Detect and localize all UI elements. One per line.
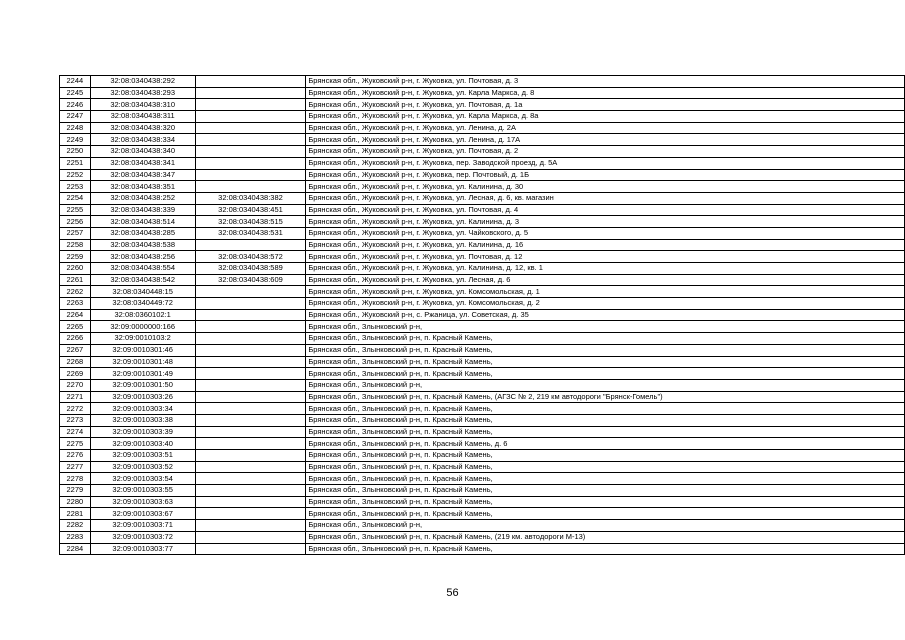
row-number-cell: 2249 xyxy=(60,134,91,146)
address-cell: Брянская обл., Злынковский р-н, п. Красный Камень, (219 км. автодороги М-13) xyxy=(306,531,905,543)
cadastral-number-cell: 32:09:0010303:72 xyxy=(90,531,195,543)
address-cell: Брянская обл., Жуковский р-н, г. Жуковка, ул. Калинина, д. 30 xyxy=(306,181,905,193)
table-row xyxy=(60,531,905,543)
linked-cadastral-number-cell xyxy=(195,543,306,555)
row-number-cell: 2248 xyxy=(60,122,91,134)
cadastral-number-cell: 32:09:0010303:54 xyxy=(90,473,195,485)
row-number-cell: 2281 xyxy=(60,508,91,520)
table-row xyxy=(60,286,905,298)
cadastral-number-cell: 32:08:0340438:351 xyxy=(90,181,195,193)
table-row xyxy=(60,368,905,380)
row-number-cell: 2283 xyxy=(60,531,91,543)
linked-cadastral-number-cell xyxy=(195,520,306,532)
row-number-cell: 2272 xyxy=(60,403,91,415)
row-number-cell: 2261 xyxy=(60,274,91,286)
row-number-cell: 2276 xyxy=(60,450,91,462)
cadastral-number-cell: 32:09:0010303:39 xyxy=(90,426,195,438)
linked-cadastral-number-cell xyxy=(195,438,306,450)
row-number-cell: 2244 xyxy=(60,76,91,88)
address-cell: Брянская обл., Жуковский р-н, с. Ржаница, ул. Советская, д. 35 xyxy=(306,309,905,321)
table-row xyxy=(60,169,905,181)
linked-cadastral-number-cell xyxy=(195,239,306,251)
cadastral-number-cell: 32:08:0340438:293 xyxy=(90,87,195,99)
row-number-cell: 2268 xyxy=(60,356,91,368)
address-cell: Брянская обл., Жуковский р-н, г. Жуковка, ул. Почтовая, д. 2 xyxy=(306,146,905,158)
table-row xyxy=(60,403,905,415)
row-number-cell: 2274 xyxy=(60,426,91,438)
address-cell: Брянская обл., Жуковский р-н, г. Жуковка, ул. Комсомольская, д. 1 xyxy=(306,286,905,298)
address-cell: Брянская обл., Злынковский р-н, xyxy=(306,379,905,391)
row-number-cell: 2262 xyxy=(60,286,91,298)
linked-cadastral-number-cell xyxy=(195,309,306,321)
row-number-cell: 2252 xyxy=(60,169,91,181)
row-number-cell: 2280 xyxy=(60,496,91,508)
row-number-cell: 2269 xyxy=(60,368,91,380)
linked-cadastral-number-cell xyxy=(195,87,306,99)
address-cell: Брянская обл., Жуковский р-н, г. Жуковка, ул. Лесная, д. 6 xyxy=(306,274,905,286)
linked-cadastral-number-cell xyxy=(195,496,306,508)
table-row xyxy=(60,461,905,473)
row-number-cell: 2267 xyxy=(60,344,91,356)
cadastral-number-cell: 32:08:0340438:341 xyxy=(90,157,195,169)
cadastral-number-cell: 32:08:0340438:320 xyxy=(90,122,195,134)
row-number-cell: 2250 xyxy=(60,146,91,158)
linked-cadastral-number-cell xyxy=(195,286,306,298)
table-row xyxy=(60,309,905,321)
table-row xyxy=(60,146,905,158)
table-row xyxy=(60,263,905,275)
row-number-cell: 2260 xyxy=(60,263,91,275)
cadastral-number-cell: 32:08:0340438:347 xyxy=(90,169,195,181)
linked-cadastral-number-cell xyxy=(195,298,306,310)
table-row xyxy=(60,543,905,555)
table-row xyxy=(60,333,905,345)
row-number-cell: 2270 xyxy=(60,379,91,391)
address-cell: Брянская обл., Злынковский р-н, xyxy=(306,321,905,333)
cadastral-number-cell: 32:09:0010303:26 xyxy=(90,391,195,403)
address-cell: Брянская обл., Злынковский р-н, п. Красный Камень, xyxy=(306,450,905,462)
linked-cadastral-number-cell xyxy=(195,181,306,193)
linked-cadastral-number-cell: 32:08:0340438:531 xyxy=(195,227,306,239)
linked-cadastral-number-cell: 32:08:0340438:589 xyxy=(195,263,306,275)
linked-cadastral-number-cell xyxy=(195,111,306,123)
row-number-cell: 2245 xyxy=(60,87,91,99)
address-cell: Брянская обл., Жуковский р-н, г. Жуковка, ул. Комсомольская, д. 2 xyxy=(306,298,905,310)
linked-cadastral-number-cell xyxy=(195,508,306,520)
row-number-cell: 2251 xyxy=(60,157,91,169)
table-row xyxy=(60,122,905,134)
linked-cadastral-number-cell xyxy=(195,122,306,134)
linked-cadastral-number-cell xyxy=(195,426,306,438)
linked-cadastral-number-cell xyxy=(195,391,306,403)
address-cell: Брянская обл., Злынковский р-н, п. Красный Камень, xyxy=(306,543,905,555)
registry-table-body xyxy=(60,76,905,555)
address-cell: Брянская обл., Жуковский р-н, г. Жуковка, ул. Калинина, д. 16 xyxy=(306,239,905,251)
row-number-cell: 2258 xyxy=(60,239,91,251)
cadastral-number-cell: 32:09:0000000:166 xyxy=(90,321,195,333)
row-number-cell: 2263 xyxy=(60,298,91,310)
address-cell: Брянская обл., Жуковский р-н, г. Жуковка, ул. Почтовая, д. 4 xyxy=(306,204,905,216)
table-row xyxy=(60,298,905,310)
linked-cadastral-number-cell: 32:08:0340438:572 xyxy=(195,251,306,263)
address-cell: Брянская обл., Жуковский р-н, г. Жуковка, ул. Почтовая, д. 12 xyxy=(306,251,905,263)
linked-cadastral-number-cell xyxy=(195,99,306,111)
table-row xyxy=(60,134,905,146)
table-row xyxy=(60,496,905,508)
address-cell: Брянская обл., Злынковский р-н, п. Красный Камень, xyxy=(306,485,905,497)
cadastral-number-cell: 32:09:0010301:50 xyxy=(90,379,195,391)
table-row xyxy=(60,520,905,532)
table-row xyxy=(60,204,905,216)
row-number-cell: 2246 xyxy=(60,99,91,111)
address-cell: Брянская обл., Злынковский р-н, п. Красный Камень, xyxy=(306,461,905,473)
address-cell: Брянская обл., Жуковский р-н, г. Жуковка, ул. Карла Маркса, д. 8 xyxy=(306,87,905,99)
cadastral-number-cell: 32:09:0010303:51 xyxy=(90,450,195,462)
cadastral-number-cell: 32:08:0340438:292 xyxy=(90,76,195,88)
address-cell: Брянская обл., Злынковский р-н, п. Красный Камень, xyxy=(306,344,905,356)
cadastral-number-cell: 32:09:0010303:40 xyxy=(90,438,195,450)
table-row xyxy=(60,344,905,356)
address-cell: Брянская обл., Жуковский р-н, г. Жуковка, ул. Ленина, д. 2А xyxy=(306,122,905,134)
cadastral-number-cell: 32:08:0340438:285 xyxy=(90,227,195,239)
cadastral-number-cell: 32:08:0340438:334 xyxy=(90,134,195,146)
row-number-cell: 2279 xyxy=(60,485,91,497)
table-row xyxy=(60,321,905,333)
row-number-cell: 2254 xyxy=(60,192,91,204)
address-cell: Брянская обл., Жуковский р-н, г. Жуковка, ул. Ленина, д. 17А xyxy=(306,134,905,146)
row-number-cell: 2247 xyxy=(60,111,91,123)
address-cell: Брянская обл., Жуковский р-н, г. Жуковка, ул. Почтовая, д. 1а xyxy=(306,99,905,111)
cadastral-number-cell: 32:09:0010103:2 xyxy=(90,333,195,345)
address-cell: Брянская обл., Злынковский р-н, п. Красный Камень, (АГЗС № 2, 219 км автодороги "Брянск-Гомель") xyxy=(306,391,905,403)
cadastral-number-cell: 32:08:0340438:538 xyxy=(90,239,195,251)
linked-cadastral-number-cell xyxy=(195,321,306,333)
linked-cadastral-number-cell xyxy=(195,414,306,426)
table-row xyxy=(60,227,905,239)
cadastral-number-cell: 32:09:0010303:71 xyxy=(90,520,195,532)
address-cell: Брянская обл., Злынковский р-н, xyxy=(306,520,905,532)
table-row xyxy=(60,181,905,193)
row-number-cell: 2256 xyxy=(60,216,91,228)
linked-cadastral-number-cell: 32:08:0340438:515 xyxy=(195,216,306,228)
linked-cadastral-number-cell xyxy=(195,333,306,345)
row-number-cell: 2257 xyxy=(60,227,91,239)
table-row xyxy=(60,508,905,520)
row-number-cell: 2255 xyxy=(60,204,91,216)
cadastral-number-cell: 32:08:0340438:554 xyxy=(90,263,195,275)
linked-cadastral-number-cell xyxy=(195,134,306,146)
address-cell: Брянская обл., Злынковский р-н, п. Красный Камень, xyxy=(306,333,905,345)
table-row xyxy=(60,239,905,251)
cadastral-number-cell: 32:08:0340438:339 xyxy=(90,204,195,216)
address-cell: Брянская обл., Злынковский р-н, п. Красный Камень, xyxy=(306,496,905,508)
linked-cadastral-number-cell xyxy=(195,403,306,415)
linked-cadastral-number-cell xyxy=(195,76,306,88)
address-cell: Брянская обл., Злынковский р-н, п. Красный Камень, xyxy=(306,403,905,415)
address-cell: Брянская обл., Жуковский р-н, г. Жуковка, ул. Карла Маркса, д. 8а xyxy=(306,111,905,123)
cadastral-number-cell: 32:08:0340438:542 xyxy=(90,274,195,286)
table-row xyxy=(60,391,905,403)
registry-table xyxy=(59,75,905,555)
row-number-cell: 2253 xyxy=(60,181,91,193)
row-number-cell: 2259 xyxy=(60,251,91,263)
table-row xyxy=(60,274,905,286)
address-cell: Брянская обл., Злынковский р-н, п. Красный Камень, д. 6 xyxy=(306,438,905,450)
row-number-cell: 2266 xyxy=(60,333,91,345)
address-cell: Брянская обл., Злынковский р-н, п. Красный Камень, xyxy=(306,356,905,368)
linked-cadastral-number-cell xyxy=(195,169,306,181)
linked-cadastral-number-cell xyxy=(195,461,306,473)
linked-cadastral-number-cell xyxy=(195,485,306,497)
table-row xyxy=(60,87,905,99)
address-cell: Брянская обл., Жуковский р-н, г. Жуковка, ул. Чайковского, д. 5 xyxy=(306,227,905,239)
table-row xyxy=(60,473,905,485)
table-row xyxy=(60,356,905,368)
linked-cadastral-number-cell xyxy=(195,356,306,368)
linked-cadastral-number-cell xyxy=(195,368,306,380)
address-cell: Брянская обл., Злынковский р-н, п. Красный Камень, xyxy=(306,508,905,520)
row-number-cell: 2275 xyxy=(60,438,91,450)
address-cell: Брянская обл., Жуковский р-н, г. Жуковка, ул. Калинина, д. 12, кв. 1 xyxy=(306,263,905,275)
linked-cadastral-number-cell xyxy=(195,344,306,356)
cadastral-number-cell: 32:09:0010301:46 xyxy=(90,344,195,356)
table-row xyxy=(60,485,905,497)
row-number-cell: 2278 xyxy=(60,473,91,485)
table-row xyxy=(60,251,905,263)
table-row xyxy=(60,426,905,438)
table-row xyxy=(60,157,905,169)
table-row xyxy=(60,450,905,462)
row-number-cell: 2277 xyxy=(60,461,91,473)
cadastral-number-cell: 32:09:0010301:49 xyxy=(90,368,195,380)
linked-cadastral-number-cell: 32:08:0340438:451 xyxy=(195,204,306,216)
linked-cadastral-number-cell: 32:08:0340438:609 xyxy=(195,274,306,286)
linked-cadastral-number-cell xyxy=(195,450,306,462)
row-number-cell: 2273 xyxy=(60,414,91,426)
linked-cadastral-number-cell xyxy=(195,531,306,543)
row-number-cell: 2271 xyxy=(60,391,91,403)
row-number-cell: 2282 xyxy=(60,520,91,532)
cadastral-number-cell: 32:08:0340438:340 xyxy=(90,146,195,158)
address-cell: Брянская обл., Жуковский р-н, г. Жуковка, ул. Калинина, д. 3 xyxy=(306,216,905,228)
linked-cadastral-number-cell xyxy=(195,146,306,158)
cadastral-number-cell: 32:09:0010303:55 xyxy=(90,485,195,497)
table-row xyxy=(60,379,905,391)
linked-cadastral-number-cell xyxy=(195,473,306,485)
row-number-cell: 2264 xyxy=(60,309,91,321)
table-row xyxy=(60,438,905,450)
address-cell: Брянская обл., Жуковский р-н, г. Жуковка, ул. Почтовая, д. 3 xyxy=(306,76,905,88)
table-row xyxy=(60,216,905,228)
cadastral-number-cell: 32:08:0360102:1 xyxy=(90,309,195,321)
table-row xyxy=(60,111,905,123)
cadastral-number-cell: 32:09:0010303:67 xyxy=(90,508,195,520)
cadastral-number-cell: 32:08:0340438:310 xyxy=(90,99,195,111)
cadastral-number-cell: 32:08:0340449:72 xyxy=(90,298,195,310)
address-cell: Брянская обл., Злынковский р-н, п. Красный Камень, xyxy=(306,426,905,438)
cadastral-number-cell: 32:08:0340438:256 xyxy=(90,251,195,263)
row-number-cell: 2265 xyxy=(60,321,91,333)
linked-cadastral-number-cell xyxy=(195,157,306,169)
cadastral-number-cell: 32:09:0010303:52 xyxy=(90,461,195,473)
address-cell: Брянская обл., Злынковский р-н, п. Красный Камень, xyxy=(306,414,905,426)
table-row xyxy=(60,192,905,204)
address-cell: Брянская обл., Злынковский р-н, п. Красный Камень, xyxy=(306,473,905,485)
linked-cadastral-number-cell: 32:08:0340438:382 xyxy=(195,192,306,204)
cadastral-number-cell: 32:08:0340438:514 xyxy=(90,216,195,228)
linked-cadastral-number-cell xyxy=(195,379,306,391)
page-number: 56 xyxy=(446,587,459,599)
address-cell: Брянская обл., Злынковский р-н, п. Красный Камень, xyxy=(306,368,905,380)
cadastral-number-cell: 32:09:0010303:34 xyxy=(90,403,195,415)
cadastral-number-cell: 32:09:0010303:63 xyxy=(90,496,195,508)
table-row xyxy=(60,99,905,111)
table-row xyxy=(60,76,905,88)
cadastral-number-cell: 32:08:0340448:15 xyxy=(90,286,195,298)
cadastral-number-cell: 32:09:0010303:77 xyxy=(90,543,195,555)
cadastral-number-cell: 32:09:0010303:38 xyxy=(90,414,195,426)
cadastral-number-cell: 32:08:0340438:252 xyxy=(90,192,195,204)
address-cell: Брянская обл., Жуковский р-н, г. Жуковка, ул. Лесная, д. 6, кв. магазин xyxy=(306,192,905,204)
table-row xyxy=(60,414,905,426)
cadastral-number-cell: 32:09:0010301:48 xyxy=(90,356,195,368)
address-cell: Брянская обл., Жуковский р-н, г. Жуковка, пер. Почтовый, д. 1Б xyxy=(306,169,905,181)
row-number-cell: 2284 xyxy=(60,543,91,555)
cadastral-number-cell: 32:08:0340438:311 xyxy=(90,111,195,123)
address-cell: Брянская обл., Жуковский р-н, г. Жуковка, пер. Заводской проезд, д. 5А xyxy=(306,157,905,169)
